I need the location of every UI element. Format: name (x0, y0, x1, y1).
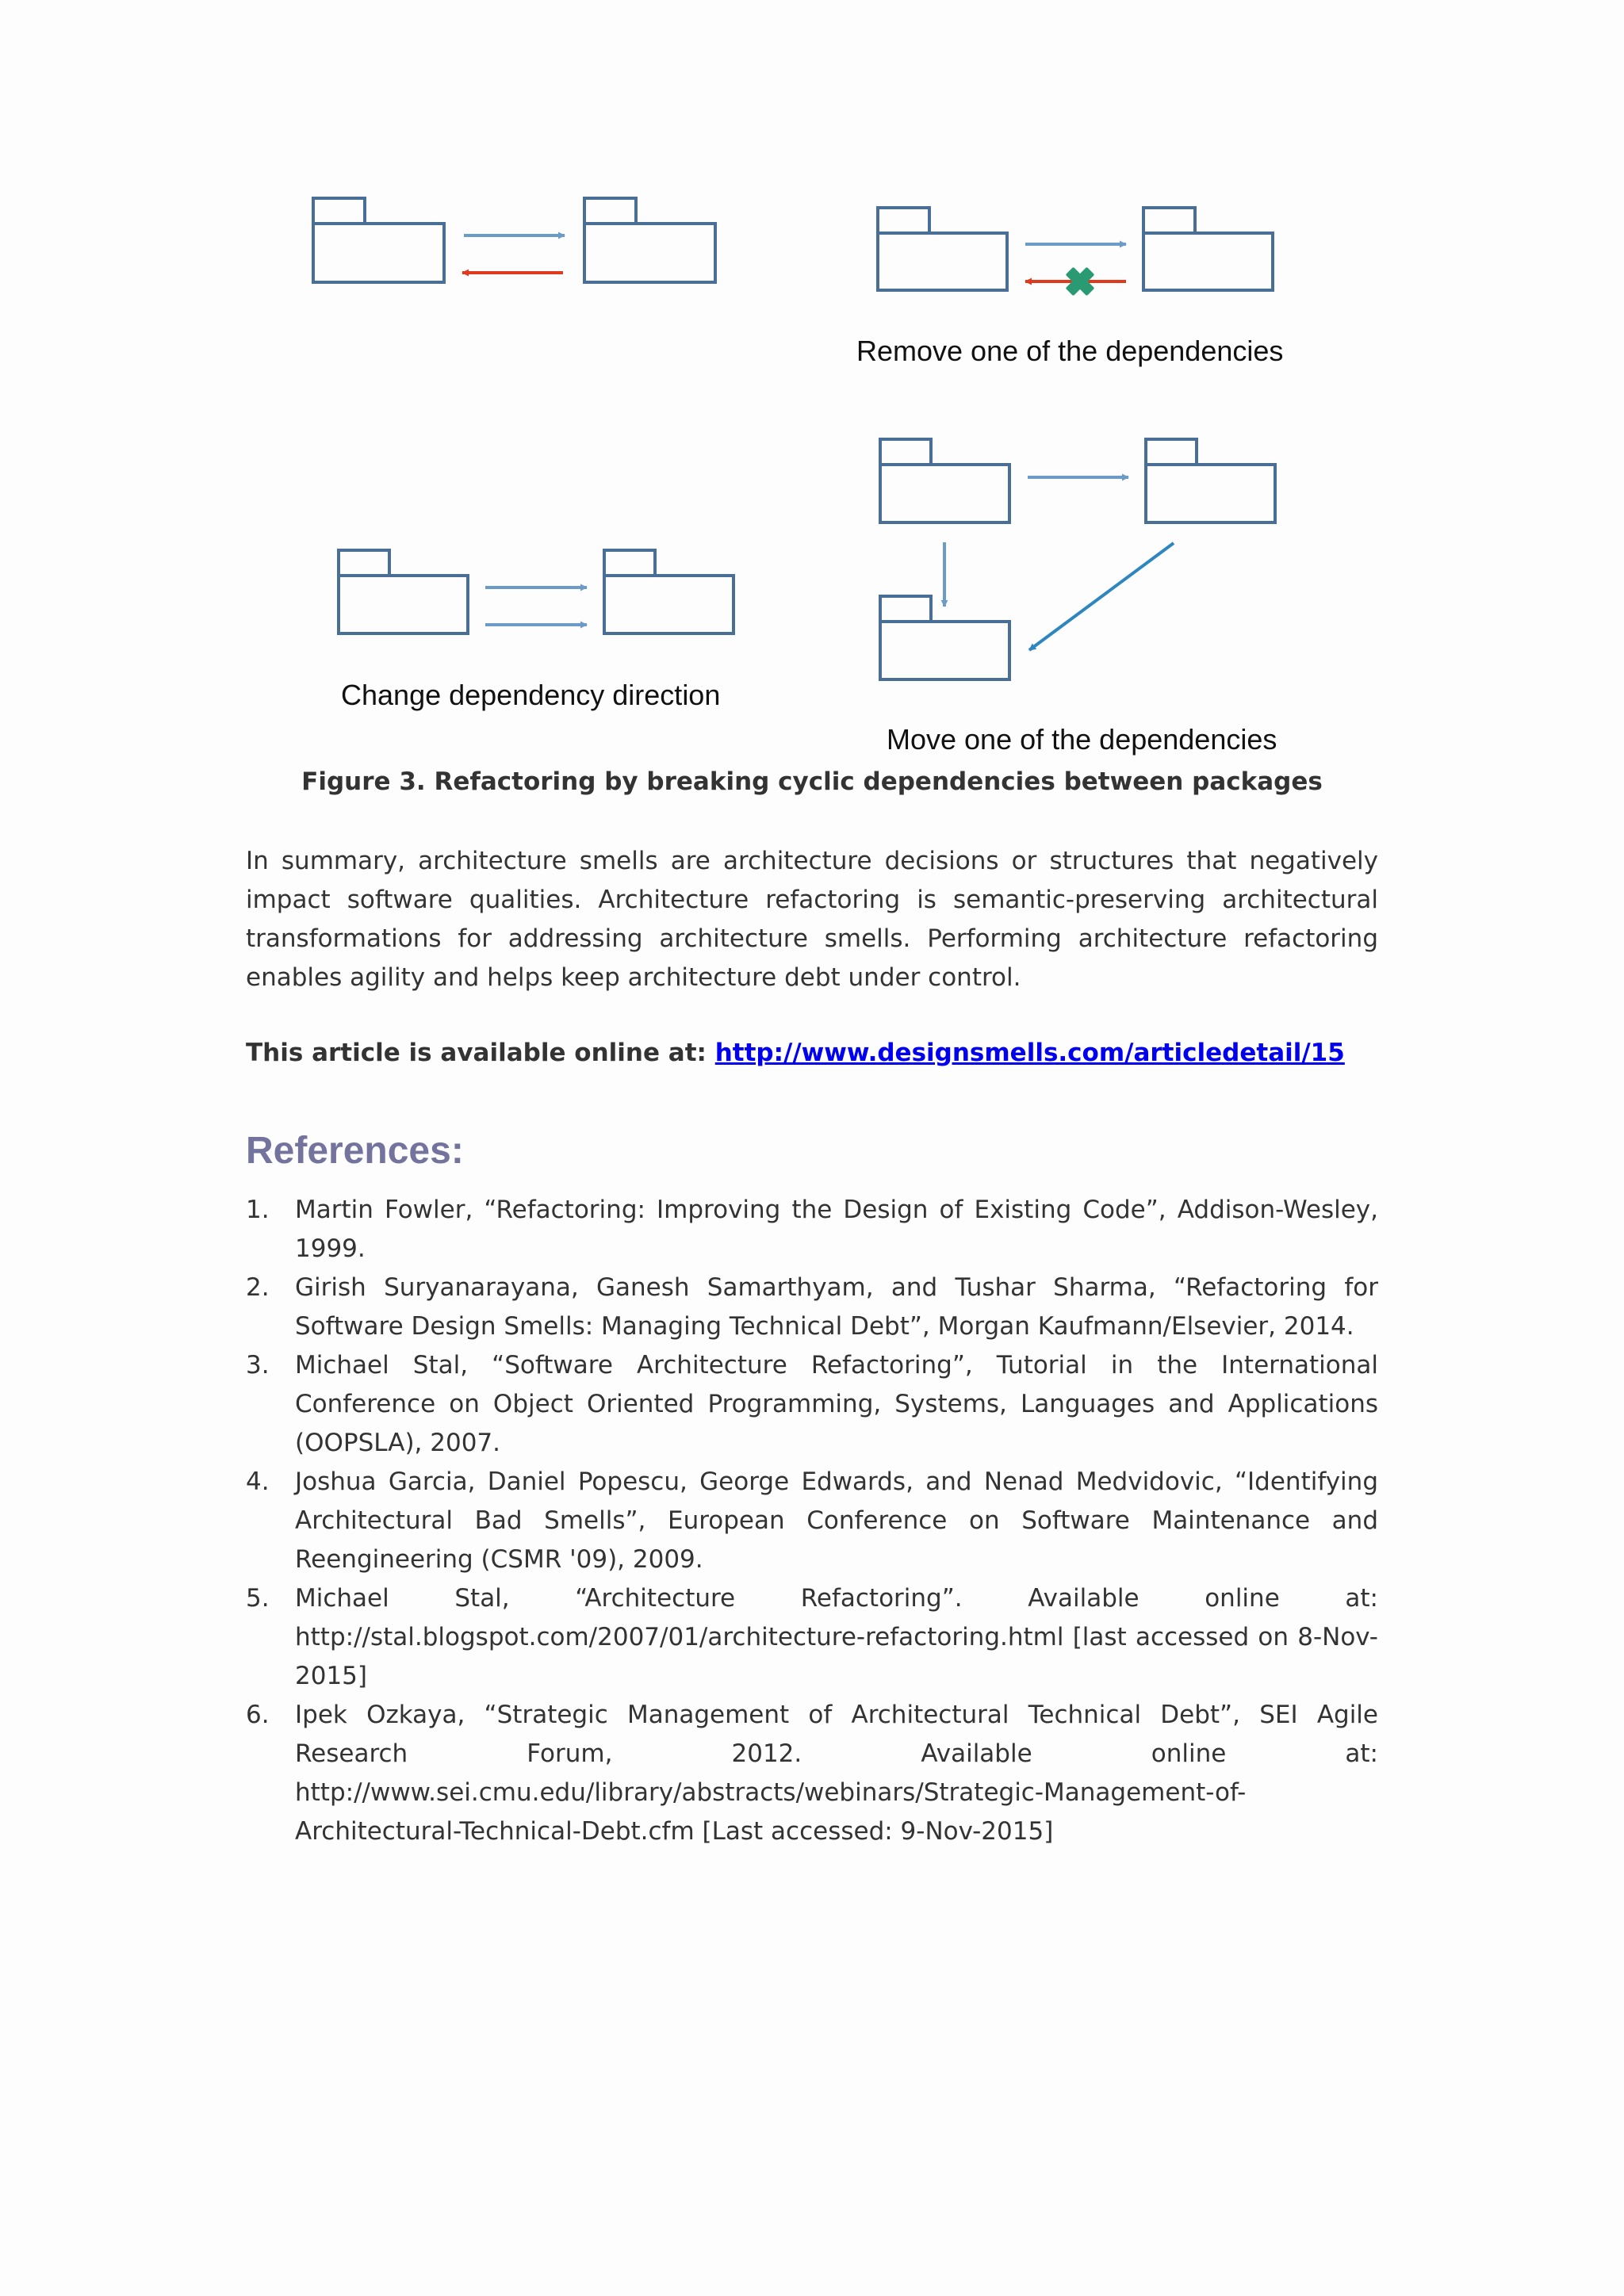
package-icon (1143, 208, 1273, 290)
reference-item (246, 1579, 1378, 1696)
reference-text: Michael Stal, “Architecture Refactoring”. Available online at: http://stal.blogspot.com/2007/01/architecture-refactoring.html [last accessed on 8-Nov-2015] (295, 1584, 1378, 1690)
reference-number: 3. (246, 1351, 270, 1380)
article-link[interactable]: http://www.designsmells.com/articledetail/15 (714, 1039, 1345, 1067)
package-icon (339, 550, 468, 633)
package-icon (584, 198, 715, 282)
package-icon (880, 596, 1009, 679)
summary-paragraph: In summary, architecture smells are architecture decisions or structures that negatively impact software qualities. Architecture refactoring is semantic-preserving architectural transformations for addressing architecture smells. Performing architecture refactoring enables agility and helps keep architecture debt under control. (246, 847, 1378, 992)
package-icon (878, 208, 1007, 290)
figure-label-remove: Remove one of the dependencies (856, 335, 1284, 367)
reference-number: 4. (246, 1468, 270, 1496)
availability-line (246, 1039, 1378, 1067)
figure-caption: Figure 3. Refactoring by breaking cyclic dependencies between packages (301, 767, 1323, 796)
references-heading: References: (246, 1130, 464, 1172)
availability-label: This article is available online at: (246, 1039, 707, 1067)
reference-text: Girish Suryanarayana, Ganesh Samarthyam, and Tushar Sharma, “Refactoring for Software Design Smells: Managing Technical Debt”, Morgan Kaufmann/Elsevier, 2014. (295, 1273, 1378, 1341)
reference-number: 5. (246, 1584, 270, 1613)
reference-number: 1. (246, 1196, 270, 1224)
references-list (246, 1191, 1378, 1851)
figure-label-move: Move one of the dependencies (887, 723, 1277, 756)
reference-item (246, 1269, 1378, 1346)
reference-text: Ipek Ozkaya, “Strategic Management of Architectural Technical Debt”, SEI Agile Research Forum, 2012. Available online at: http://www.sei.cmu.edu/library/abstracts/webinars/Strategic-Management-of-Architectural-Technical-Debt.cfm [Last accessed: 9-Nov-2015] (295, 1701, 1378, 1846)
reference-item (246, 1191, 1378, 1269)
reference-text: Michael Stal, “Software Architecture Refactoring”, Tutorial in the International Conference on Object Oriented Programming, Systems, Languages and Applications (OOPSLA), 2007. (295, 1351, 1378, 1457)
reference-item (246, 1696, 1378, 1851)
moved-dependency-arrow (1029, 543, 1174, 650)
reference-text: Martin Fowler, “Refactoring: Improving the Design of Existing Code”, Addison-Wesley, 1999. (295, 1196, 1378, 1263)
refactoring-figure (0, 0, 1624, 793)
reference-number: 6. (246, 1701, 270, 1729)
figure-label-change: Change dependency direction (341, 679, 721, 711)
reference-text: Joshua Garcia, Daniel Popescu, George Edwards, and Nenad Medvidovic, “Identifying Architectural Bad Smells”, European Conference on Software Maintenance and Reengineering (CSMR '09), 2009. (295, 1468, 1378, 1574)
reference-item (246, 1346, 1378, 1463)
reference-item (246, 1463, 1378, 1579)
package-icon (604, 550, 733, 633)
package-icon (880, 439, 1009, 522)
package-icon (313, 198, 444, 282)
package-icon (1146, 439, 1275, 522)
reference-number: 2. (246, 1273, 270, 1302)
